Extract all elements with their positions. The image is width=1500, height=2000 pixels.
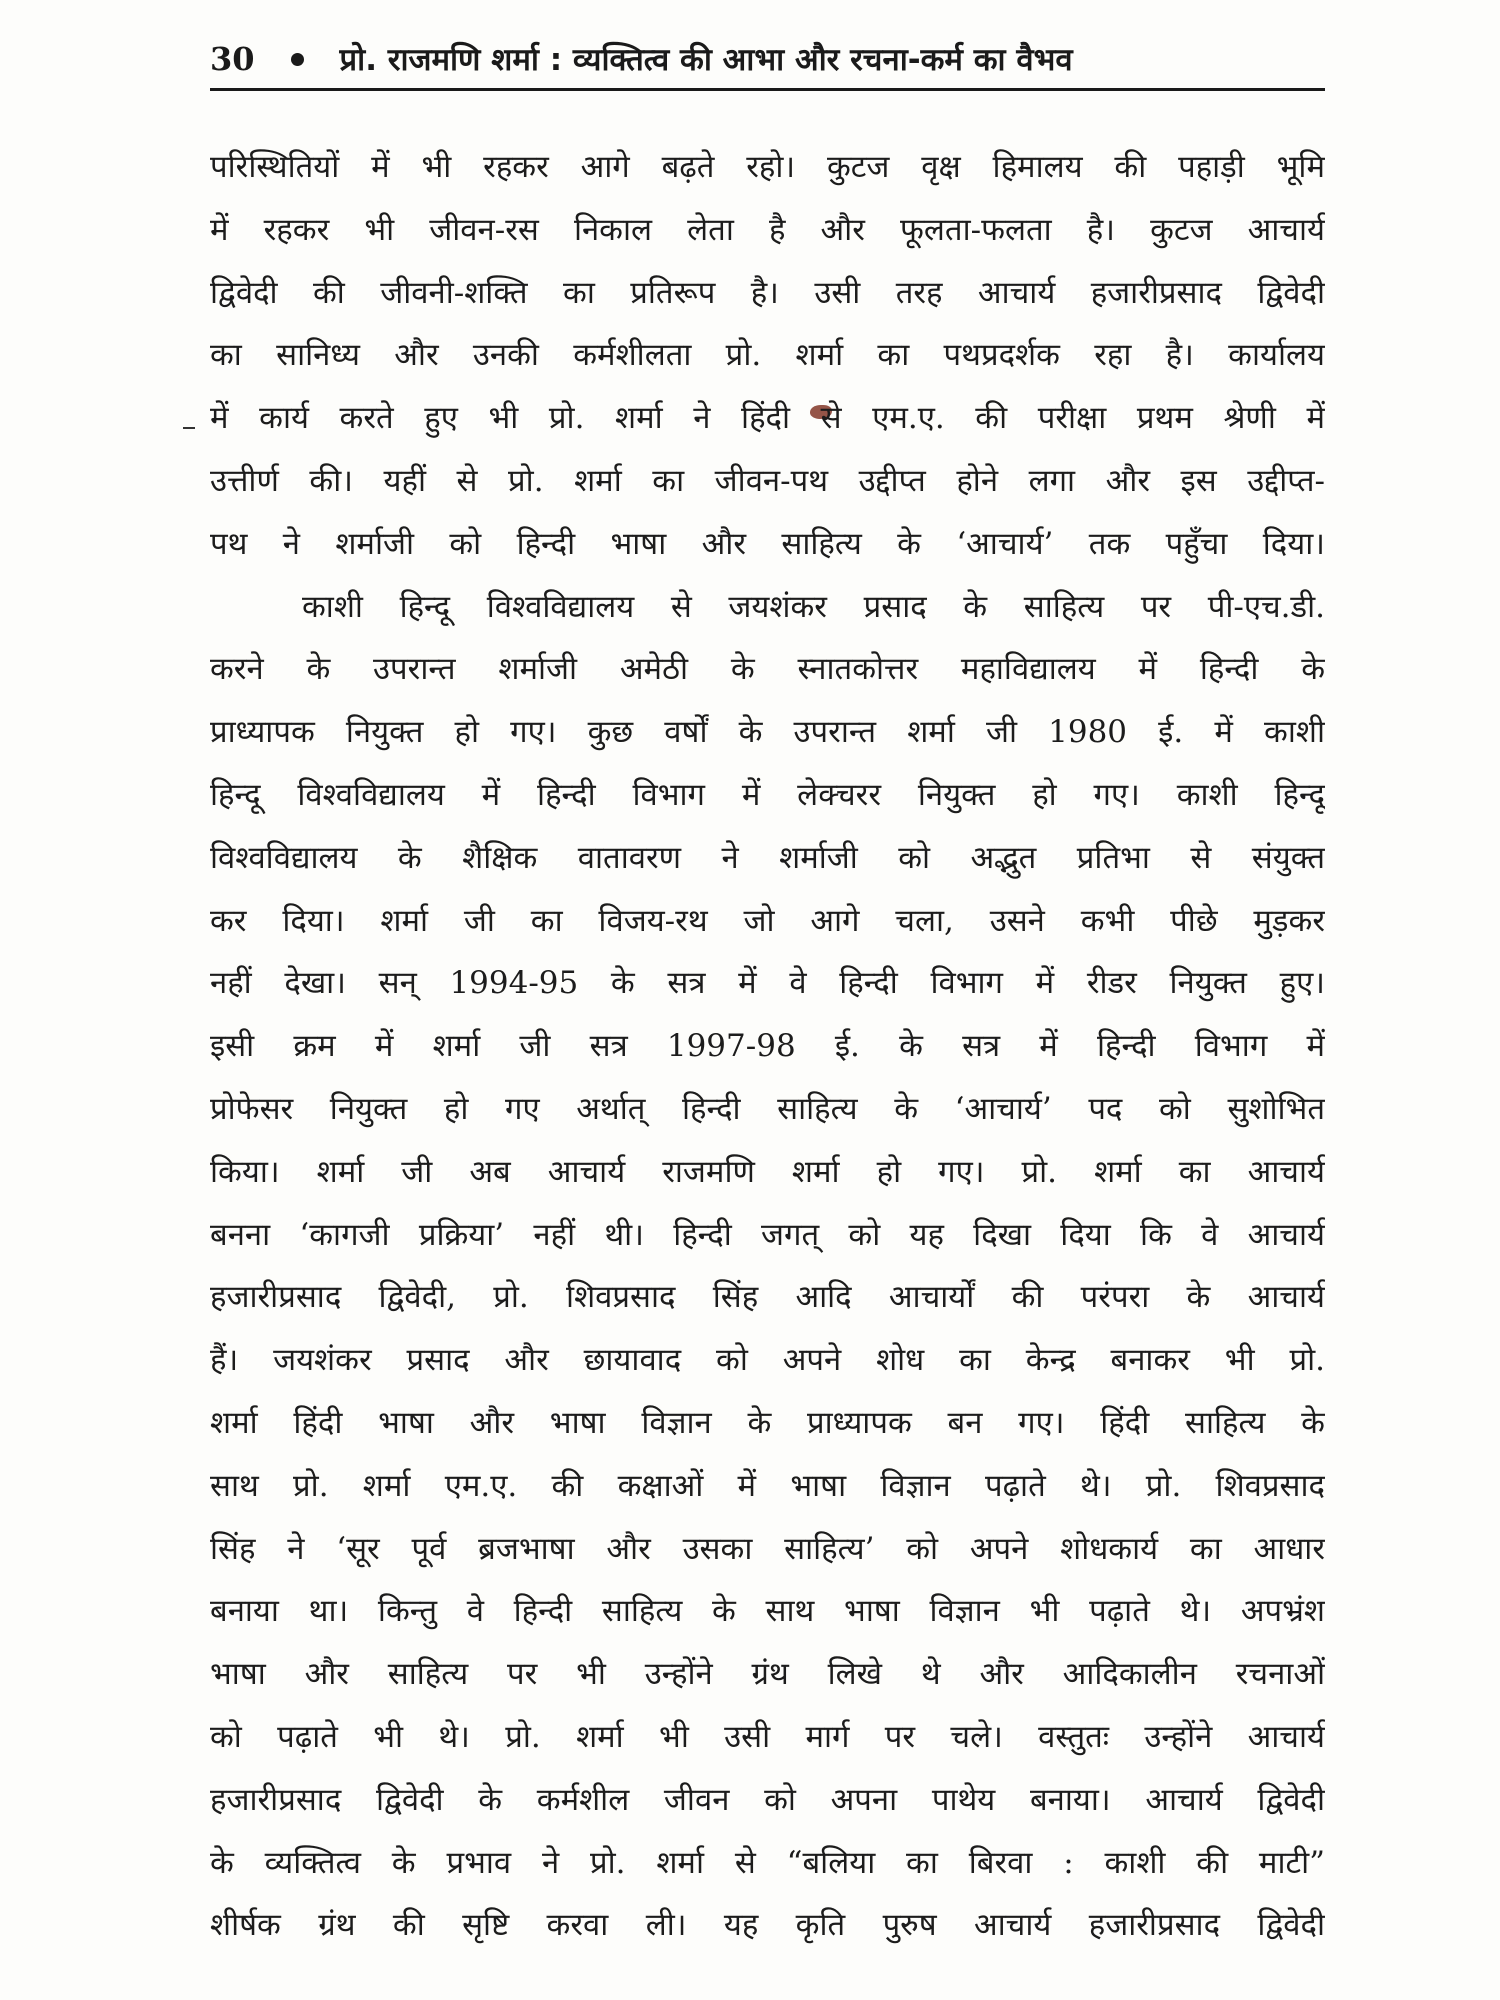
text-line: में कार्य करते हुए भी प्रो. शर्मा ने हिंदी से एम.ए. की परीक्षा प्रथम श्रेणी में bbox=[210, 400, 1325, 437]
text-line: द्विवेदी की जीवनी-शक्ति का प्रतिरूप है। उसी तरह आचार्य हजारीप्रसाद द्विवेदी bbox=[210, 274, 1325, 311]
text-line: का सानिध्य और उनकी कर्मशीलता प्रो. शर्मा का पथप्रदर्शक रहा है। कार्यालय bbox=[210, 337, 1325, 374]
text-line: हजारीप्रसाद द्विवेदी के कर्मशील जीवन को अपना पाथेय बनाया। आचार्य द्विवेदी bbox=[210, 1781, 1325, 1818]
running-header-title: प्रो. राजमणि शर्मा : व्यक्तित्व की आभा और रचना-कर्म का वैभव bbox=[339, 42, 1073, 78]
text-line: प्रोफेसर नियुक्त हो गए अर्थात् हिन्दी साहित्य के ‘आचार्य’ पद को सुशोभित bbox=[210, 1090, 1325, 1127]
text-line: करने के उपरान्त शर्माजी अमेठी के स्नातकोत्तर महाविद्यालय में हिन्दी के bbox=[210, 651, 1325, 688]
text-line: नहीं देखा। सन् 1994-95 के सत्र में वे हिन्दी विभाग में रीडर नियुक्त हुए। bbox=[210, 965, 1325, 1002]
page-number: 30 bbox=[210, 40, 255, 78]
text-line-paragraph-start: काशी हिन्दू विश्वविद्यालय से जयशंकर प्रसाद के साहित्य पर पी-एच.डी. bbox=[302, 588, 1325, 625]
text-line: शीर्षक ग्रंथ की सृष्टि करवा ली। यह कृति पुरुष आचार्य हजारीप्रसाद द्विवेदी bbox=[210, 1907, 1325, 1944]
running-header bbox=[210, 30, 1325, 88]
text-line: विश्वविद्यालय के शैक्षिक वातावरण ने शर्माजी को अद्भुत प्रतिभा से संयुक्त bbox=[210, 839, 1325, 876]
text-line: सिंह ने ‘सूर पूर्व ब्रजभाषा और उसका साहित्य’ को अपने शोधकार्य का आधार bbox=[210, 1530, 1325, 1567]
text-line: हिन्दू विश्वविद्यालय में हिन्दी विभाग में लेक्चरर नियुक्त हो गए। काशी हिन्दू bbox=[210, 776, 1325, 813]
text-line: कर दिया। शर्मा जी का विजय-रथ जो आगे चला, उसने कभी पीछे मुड़कर bbox=[210, 902, 1325, 939]
text-line: परिस्थितियों में भी रहकर आगे बढ़ते रहो। कुटज वृक्ष हिमालय की पहाड़ी भूमि bbox=[210, 149, 1325, 185]
text-line: इसी क्रम में शर्मा जी सत्र 1997-98 ई. के सत्र में हिन्दी विभाग में bbox=[210, 1028, 1325, 1065]
text-line: प्राध्यापक नियुक्त हो गए। कुछ वर्षों के उपरान्त शर्मा जी 1980 ई. में काशी bbox=[210, 714, 1325, 751]
text-line: के व्यक्तित्व के प्रभाव ने प्रो. शर्मा से “बलिया का बिरवा : काशी की माटी” bbox=[210, 1844, 1325, 1881]
text-line: उत्तीर्ण की। यहीं से प्रो. शर्मा का जीवन-पथ उद्दीप्त होने लगा और इस उद्दीप्त- bbox=[210, 462, 1325, 499]
header-divider bbox=[210, 88, 1325, 91]
text-line: में रहकर भी जीवन-रस निकाल लेता है और फूलता-फलता है। कुटज आचार्य bbox=[210, 211, 1325, 248]
text-line: बनाया था। किन्तु वे हिन्दी साहित्य के साथ भाषा विज्ञान भी पढ़ाते थे। अपभ्रंश bbox=[210, 1593, 1325, 1630]
text-line: शर्मा हिंदी भाषा और भाषा विज्ञान के प्राध्यापक बन गए। हिंदी साहित्य के bbox=[210, 1404, 1325, 1441]
text-line: हैं। जयशंकर प्रसाद और छायावाद को अपने शोध का केन्द्र बनाकर भी प्रो. bbox=[210, 1342, 1325, 1379]
bullet-dot bbox=[291, 53, 304, 66]
margin-pen-mark bbox=[183, 427, 195, 429]
body-text bbox=[210, 136, 1325, 1957]
text-line: हजारीप्रसाद द्विवेदी, प्रो. शिवप्रसाद सिंह आदि आचार्यों की परंपरा के आचार्य bbox=[210, 1279, 1325, 1316]
text-line: किया। शर्मा जी अब आचार्य राजमणि शर्मा हो गए। प्रो. शर्मा का आचार्य bbox=[210, 1153, 1325, 1190]
text-line: भाषा और साहित्य पर भी उन्होंने ग्रंथ लिखे थे और आदिकालीन रचनाओं bbox=[210, 1656, 1325, 1693]
text-line: साथ प्रो. शर्मा एम.ए. की कक्षाओं में भाषा विज्ञान पढ़ाते थे। प्रो. शिवप्रसाद bbox=[210, 1467, 1325, 1504]
text-line: को पढ़ाते भी थे। प्रो. शर्मा भी उसी मार्ग पर चले। वस्तुतः उन्होंने आचार्य bbox=[210, 1718, 1325, 1755]
text-line: बनना ‘कागजी प्रक्रिया’ नहीं थी। हिन्दी जगत् को यह दिखा दिया कि वे आचार्य bbox=[210, 1216, 1325, 1253]
text-line: पथ ने शर्माजी को हिन्दी भाषा और साहित्य के ‘आचार्य’ तक पहुँचा दिया। bbox=[210, 525, 1325, 562]
